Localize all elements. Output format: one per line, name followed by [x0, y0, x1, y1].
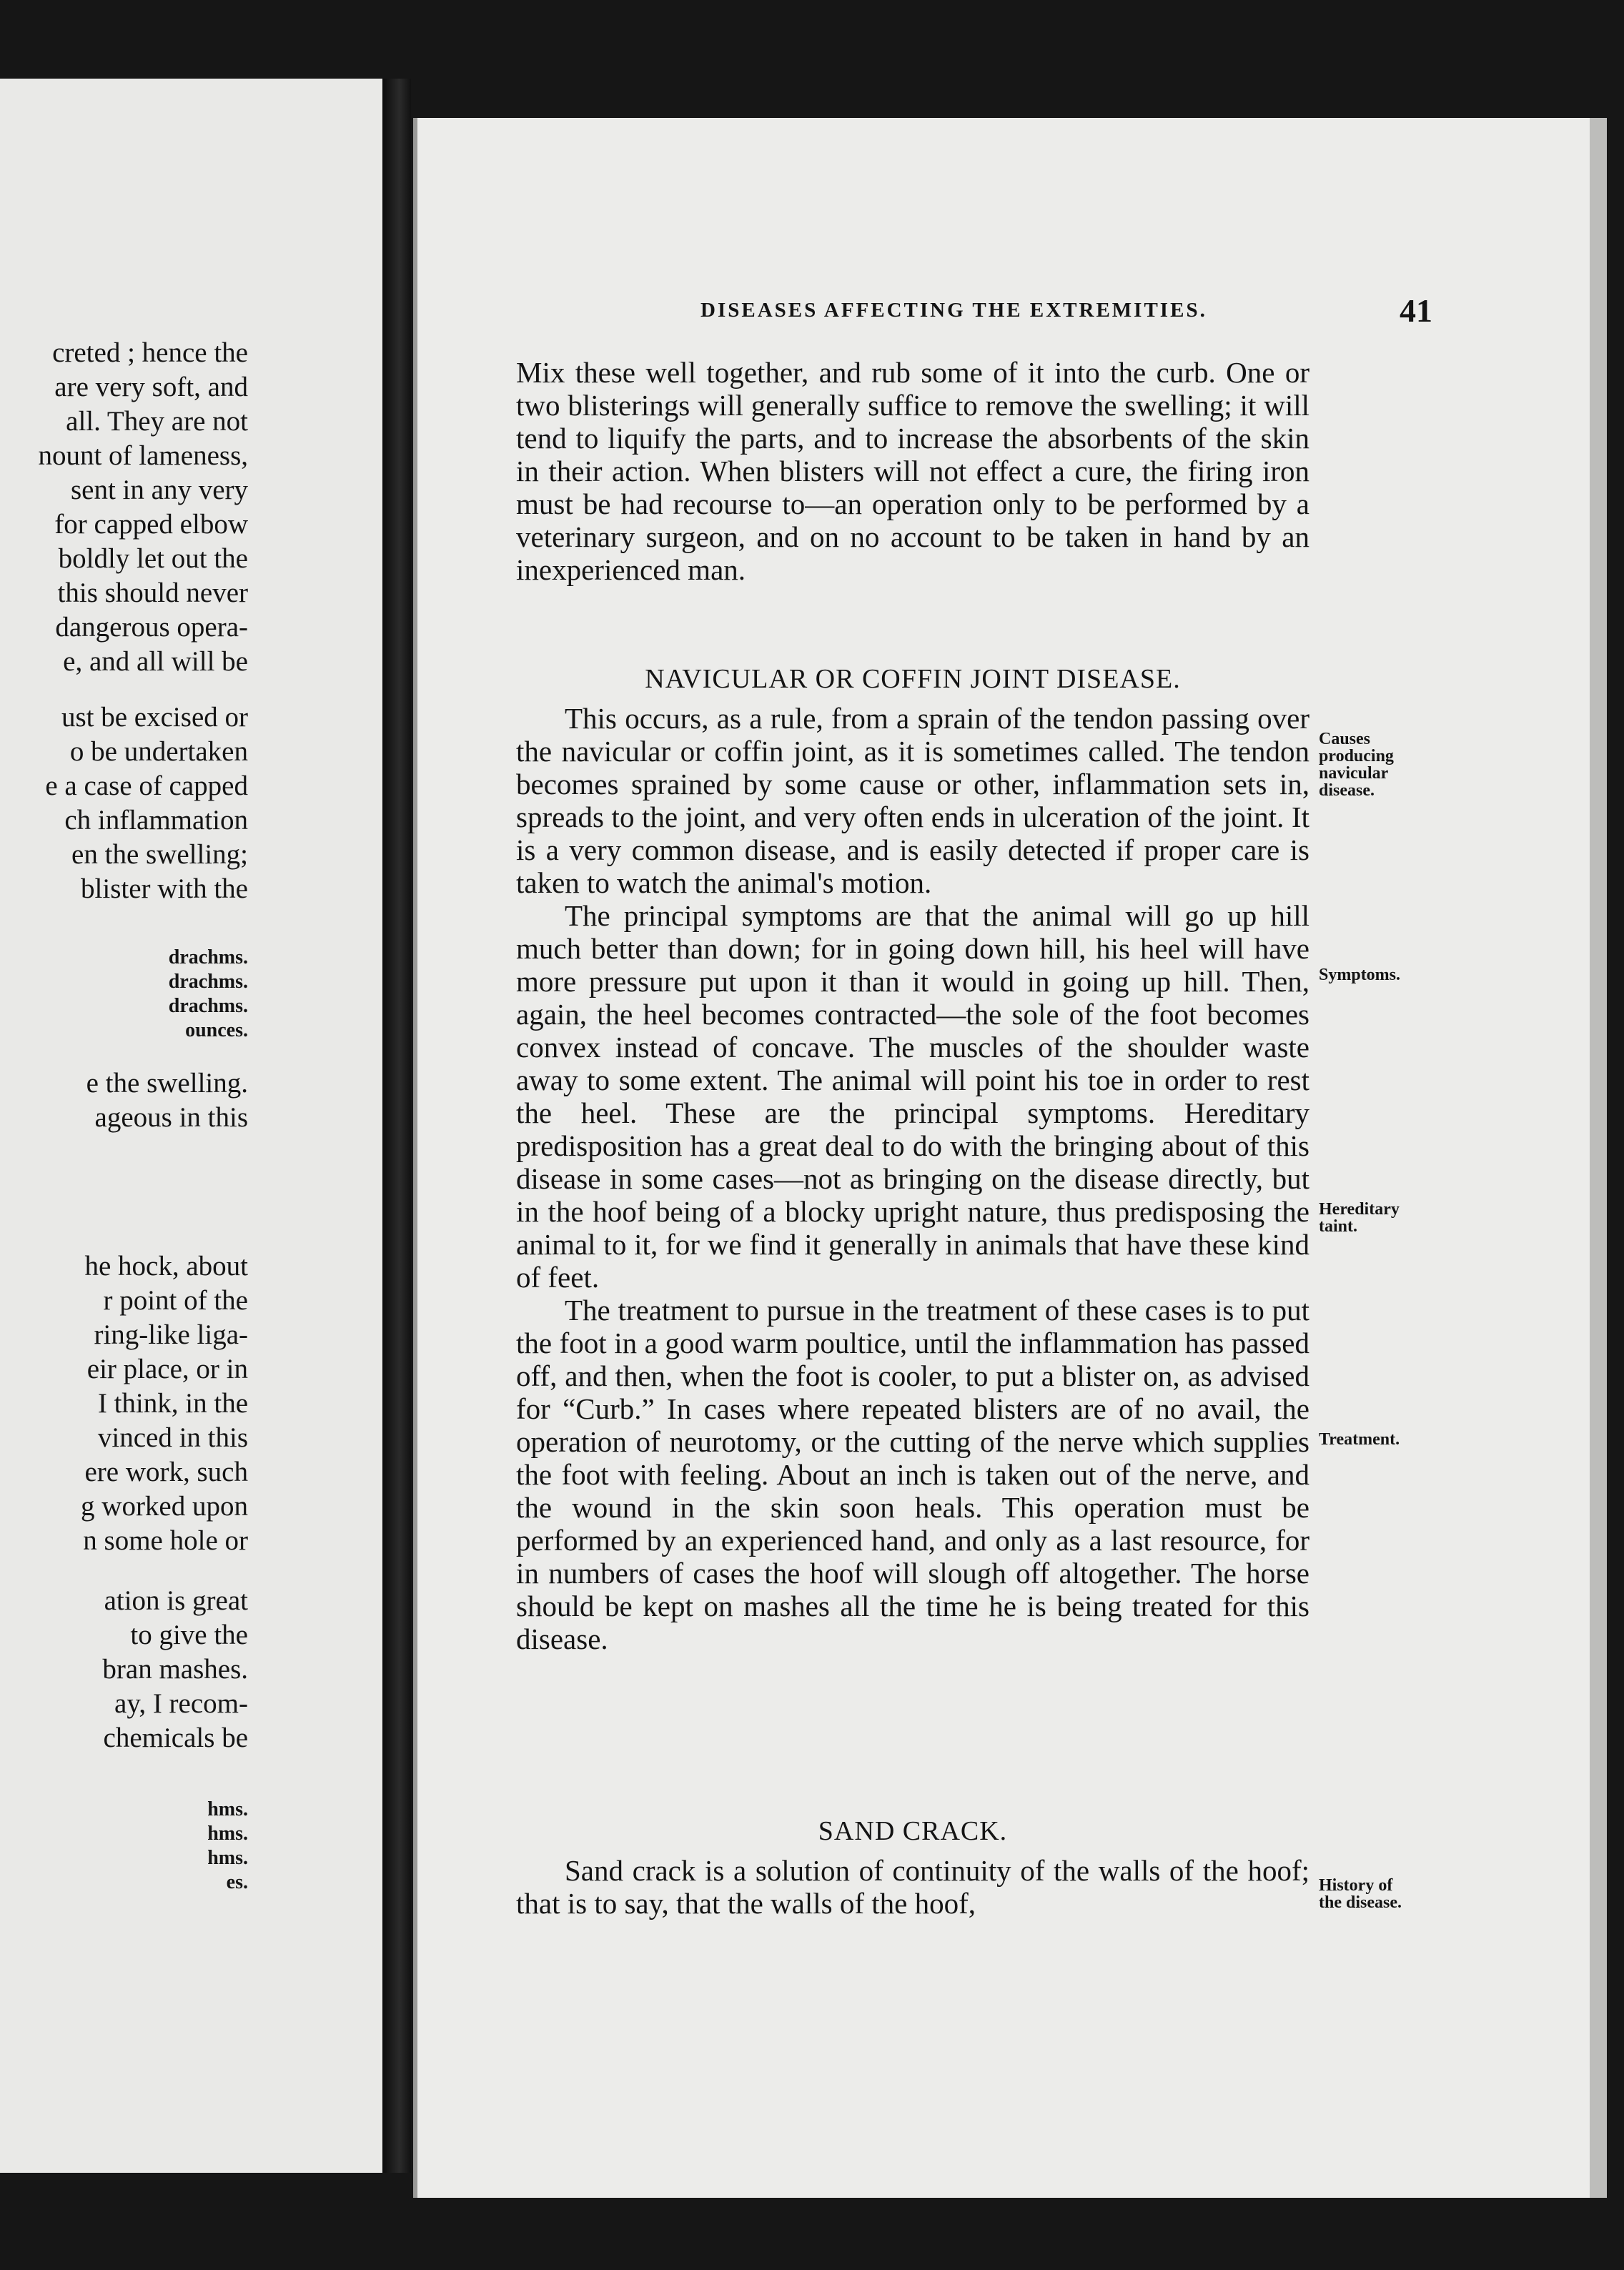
- facing-line: ation is great: [104, 1585, 248, 1616]
- facing-line: hms.: [207, 1798, 248, 1820]
- facing-line: for capped elbow: [54, 509, 248, 540]
- facing-line: sent in any very: [70, 475, 248, 505]
- facing-line: boldly let out the: [58, 543, 248, 574]
- facing-line: this should never: [57, 578, 248, 608]
- facing-line: creted ; hence the: [52, 337, 248, 368]
- facing-line: bran mashes.: [102, 1654, 248, 1685]
- facing-line: eir place, or in: [86, 1354, 248, 1384]
- facing-line: ust be excised or: [61, 702, 248, 733]
- paragraph: This occurs, as a rule, from a sprain of the tendon passing over the navicular or coffin joint, as it is sometimes called. The tendon becomes sprained by some cause or other, inflammation sets in, spreads to the joint, and very often ends in ulceration of the joint. It is a very common disease, and is easily detected if proper care is taken to watch the animal's motion.: [516, 702, 1309, 899]
- facing-line: o be undertaken: [69, 736, 248, 767]
- facing-page: [0, 79, 385, 2173]
- facing-line: es.: [226, 1871, 248, 1893]
- sand-crack-section: [516, 1854, 1309, 1920]
- facing-line: en the swelling;: [71, 839, 248, 870]
- facing-line: e, and all will be: [63, 646, 248, 677]
- paragraph: The treatment to pursue in the treatment of these cases is to put the foot in a good warm poultice, until the inflammation has passed off, and then, when the foot is cooler, to put a blister on, as advised for “Curb.” In cases where repeated blisters are of no avail, the operation of neurotomy, or the cutting of the nerve which supplies the foot with feeling. About an inch is taken out of the nerve, and the wound in the skin soon heals. This operation must be performed by an experienced hand, and only as a last resource, for in numbers of cases the hoof will slough off altogether. The horse should be kept on mashes all the time he is being treated for this disease.: [516, 1294, 1309, 1655]
- facing-line: chemicals be: [103, 1723, 248, 1753]
- facing-line: e a case of capped: [45, 770, 248, 801]
- running-head: DISEASES AFFECTING THE EXTREMITIES.: [700, 299, 1207, 322]
- section-heading-navicular: NAVICULAR OR COFFIN JOINT DISEASE.: [645, 664, 1181, 694]
- facing-line: g worked upon: [81, 1491, 248, 1522]
- facing-line: nount of lameness,: [38, 440, 248, 471]
- facing-line: hms.: [207, 1847, 248, 1869]
- facing-line: ring-like liga-: [94, 1319, 248, 1350]
- facing-line: dangerous opera-: [55, 612, 248, 643]
- book-gutter: [382, 79, 411, 2173]
- facing-line: all. They are not: [66, 406, 248, 437]
- paragraph: Sand crack is a solution of continuity of the walls of the hoof; that is to say, that the walls of the hoof,: [516, 1854, 1309, 1920]
- facing-line: ere work, such: [84, 1457, 248, 1487]
- facing-line: I think, in the: [97, 1388, 248, 1419]
- facing-line: blister with the: [81, 873, 248, 904]
- margin-note-treatment: Treatment.: [1319, 1430, 1400, 1449]
- facing-line: ay, I recom-: [114, 1688, 248, 1719]
- margin-note-hereditary: Hereditary taint.: [1319, 1200, 1400, 1236]
- facing-line: he hock, about: [84, 1251, 248, 1282]
- page-number: 41: [1400, 292, 1432, 329]
- facing-line: drachms.: [168, 946, 248, 968]
- margin-note-history: History of the disease.: [1319, 1876, 1402, 1912]
- facing-line: ageous in this: [94, 1102, 248, 1133]
- facing-line: drachms.: [168, 971, 248, 993]
- facing-line: r point of the: [103, 1285, 248, 1316]
- curb-conclusion: [516, 356, 1309, 586]
- facing-line: n some hole or: [83, 1525, 248, 1556]
- facing-line: ounces.: [185, 1019, 248, 1041]
- facing-line: to give the: [130, 1620, 248, 1650]
- facing-line: drachms.: [168, 995, 248, 1017]
- navicular-section: [516, 702, 1309, 1655]
- margin-note-symptoms: Symptoms.: [1319, 966, 1401, 984]
- facing-line: vinced in this: [97, 1422, 248, 1453]
- paragraph: Mix these well together, and rub some of it into the curb. One or two blisterings will generally suffice to remove the swelling; it will tend to liquify the parts, and to increase the absorbents of the skin in their action. When blisters will not effect a cure, the firing iron must be had recourse to—an operation only to be performed by a veterinary surgeon, and on no account to be taken in hand by an inexperienced man.: [516, 356, 1309, 586]
- facing-line: ch inflammation: [64, 805, 248, 836]
- facing-line: hms.: [207, 1823, 248, 1845]
- section-heading-sand-crack: SAND CRACK.: [818, 1816, 1008, 1846]
- paragraph: The principal symptoms are that the animal will go up hill much better than down; for in going down hill, his heel will have more pressure put upon it than it would in going up hill. Then, again, the heel becomes contracted—the sole of the foot becomes convex instead of concave. The muscles of the shoulder waste away to some extent. The animal will point his toe in order to rest the heel. These are the principal symptoms. Hereditary predisposition has a great deal to do with the bringing about of this disease in some cases—not as bringing on the disease directly, but in the hoof being of a blocky upright nature, thus predisposing the animal to it, for we find it generally in animals that have these kind of feet.: [516, 899, 1309, 1294]
- facing-line: are very soft, and: [54, 372, 248, 402]
- facing-line: e the swelling.: [86, 1068, 248, 1099]
- margin-note-causes: Causes producing navicular disease.: [1319, 730, 1394, 800]
